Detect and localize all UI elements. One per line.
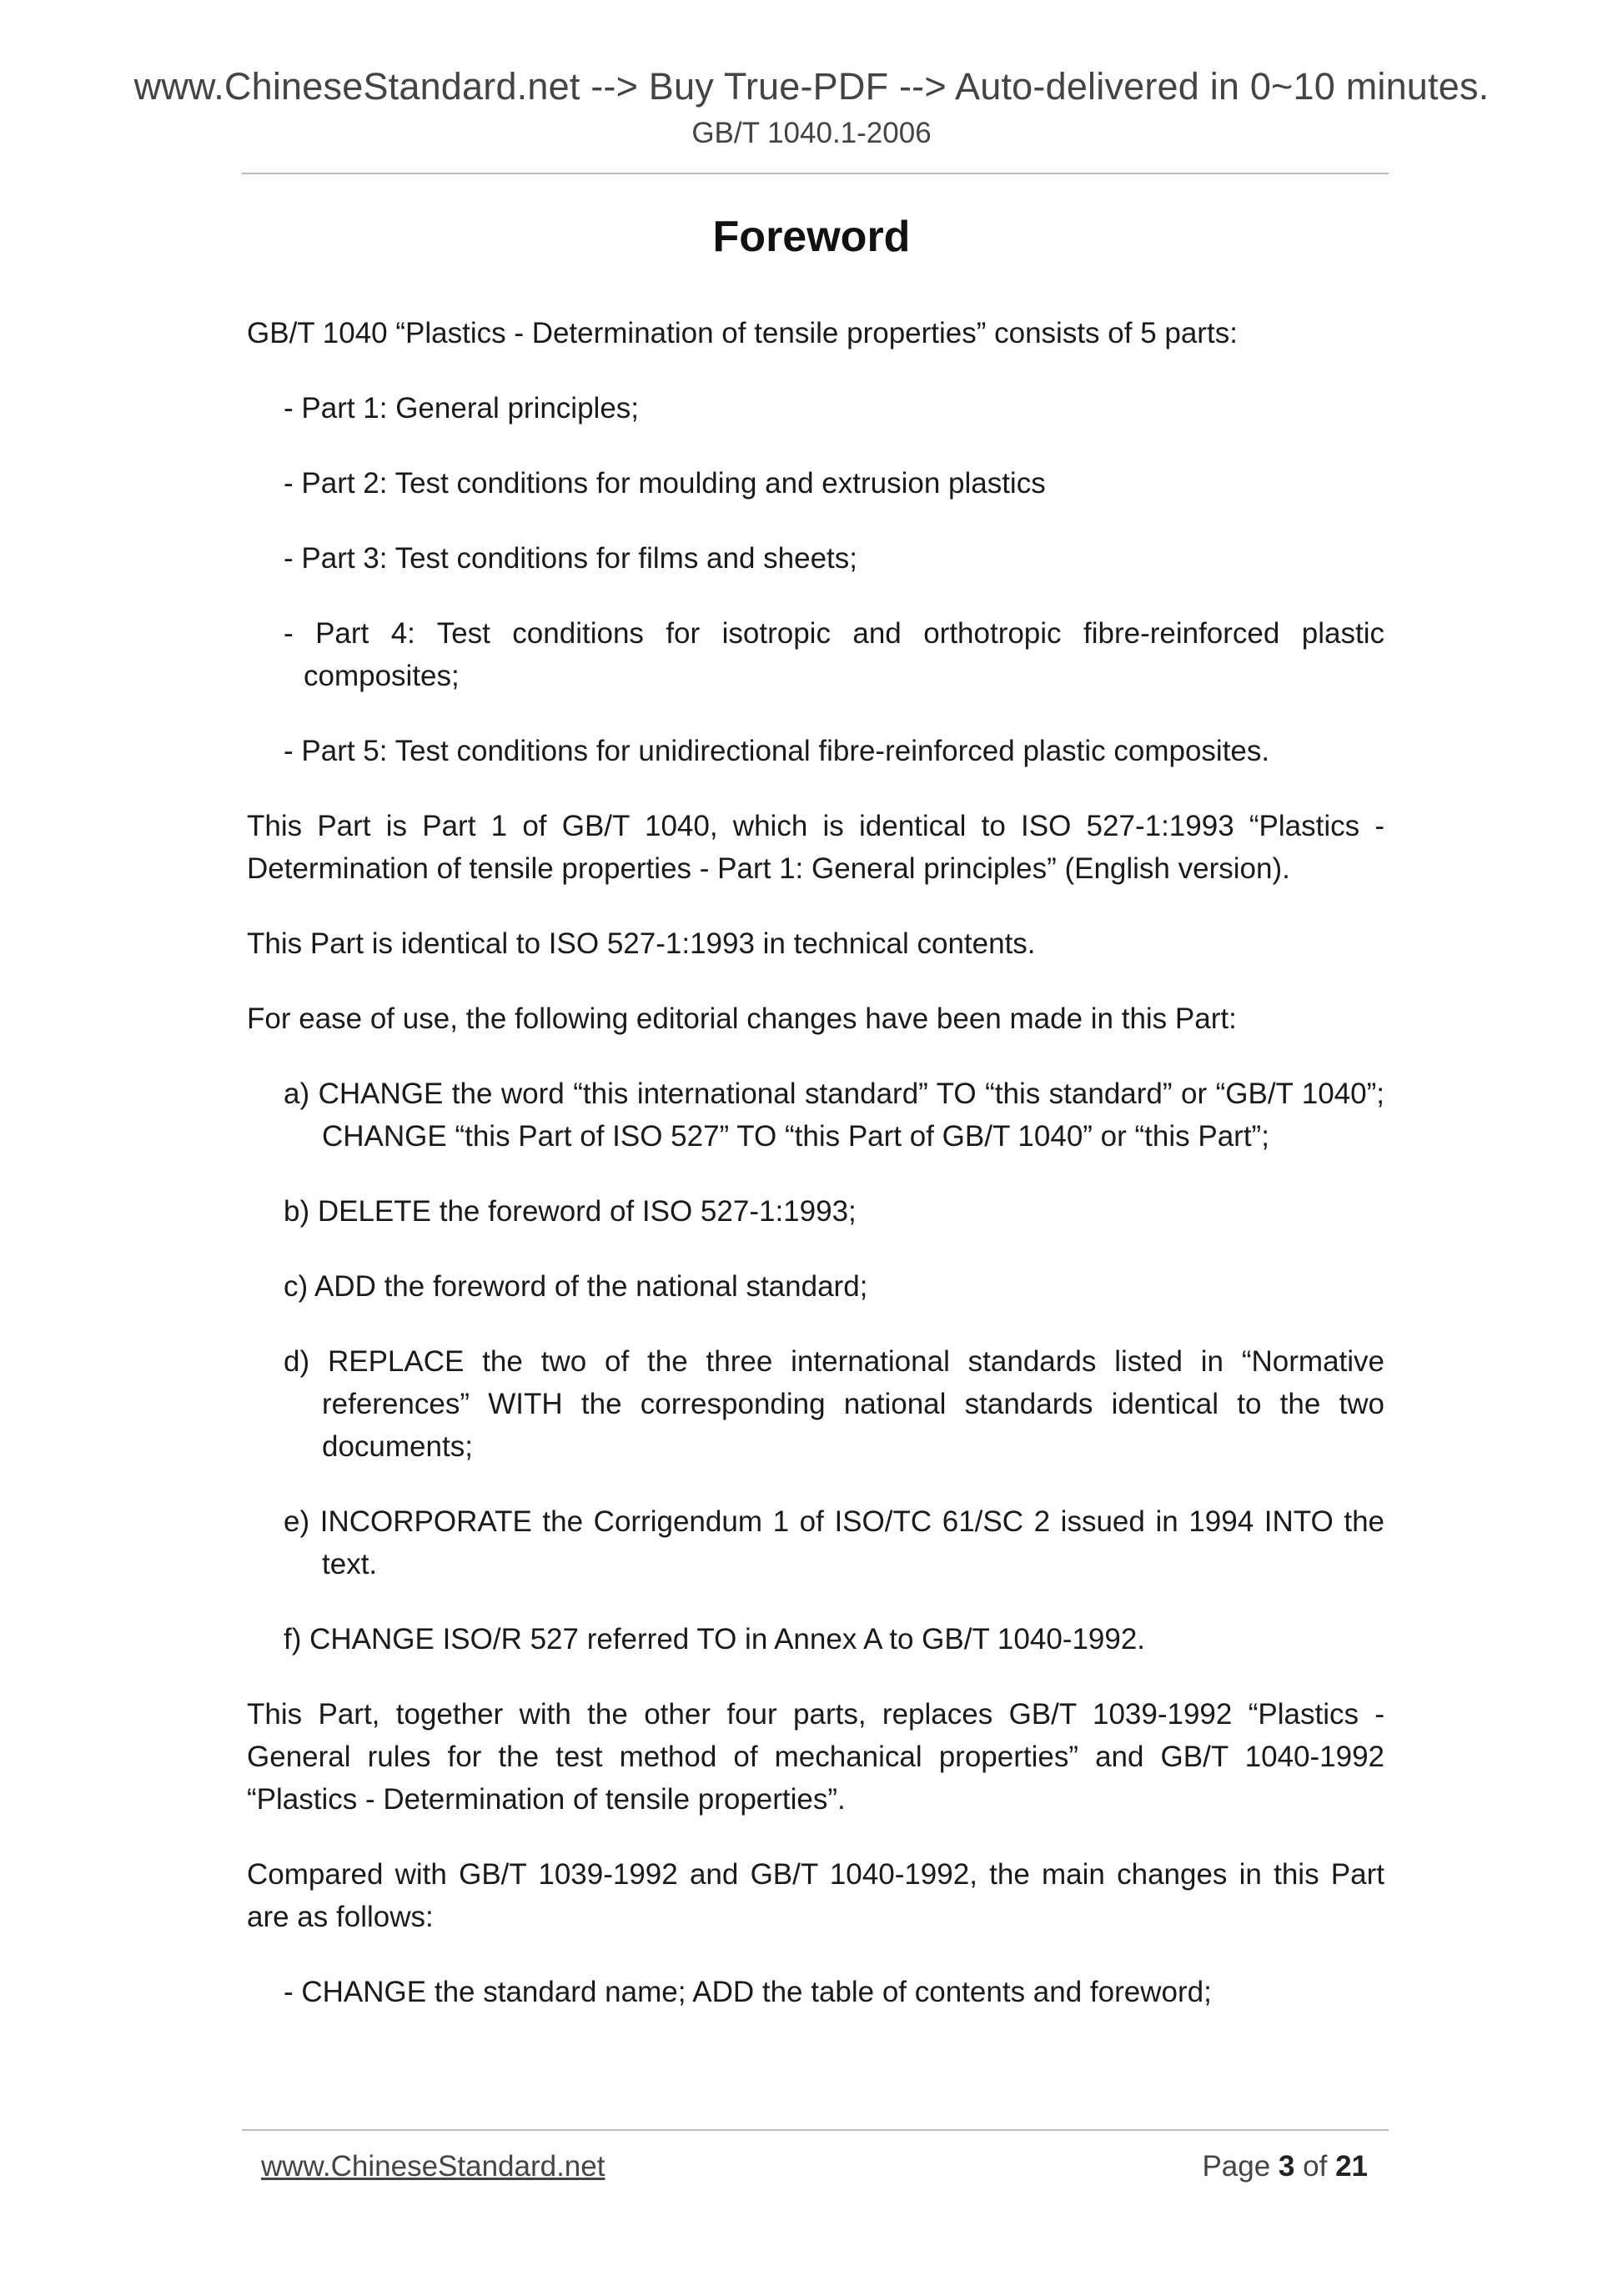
list-item: c) ADD the foreword of the national standard; [284, 1270, 868, 1303]
page-title: Foreword [712, 213, 911, 261]
list-item: - Part 2: Test conditions for moulding and extrusion plastics [284, 467, 1046, 500]
list-item: b) DELETE the foreword of ISO 527-1:1993; [284, 1195, 857, 1228]
page-of: of [1303, 2150, 1328, 2183]
page-prefix: Page [1202, 2150, 1271, 2183]
footer-divider [242, 2129, 1389, 2131]
standard-code: GB/T 1040.1-2006 [691, 117, 932, 149]
intro-paragraph: GB/T 1040 “Plastics - Determination of tensile properties” consists of 5 parts: [247, 317, 1238, 349]
list-item: a) CHANGE the word “this international standard” TO “this standard” or “GB/T 1040”; CHANGE “this Part of ISO 527” TO “this Part of GB/T 1040” or “this Part”; [284, 1078, 1384, 1153]
list-item: - Part 1: General principles; [284, 392, 640, 425]
page-total: 21 [1335, 2150, 1368, 2183]
replaces-paragraph: This Part, together with the other four parts, replaces GB/T 1039-1992 “Plastics - General rules for the test method of mechanical properties” and GB/T 1040-1992 “Plastics - Determination of tensile properties”. [247, 1698, 1384, 1816]
document-body [247, 312, 1384, 2046]
technical-paragraph: This Part is identical to ISO 527-1:1993 in technical contents. [247, 927, 1036, 960]
identical-paragraph: This Part is Part 1 of GB/T 1040, which is identical to ISO 527-1:1993 “Plastics - Determination of tensile properties - Part 1: General principles” (English version). [247, 810, 1384, 885]
list-item: - Part 5: Test conditions for unidirectional fibre-reinforced plastic composites. [284, 735, 1270, 767]
page-number [1202, 2150, 1368, 2183]
list-item: f) CHANGE ISO/R 527 referred TO in Annex A to GB/T 1040-1992. [284, 1623, 1146, 1655]
list-item: e) INCORPORATE the Corrigendum 1 of ISO/TC 61/SC 2 issued in 1994 INTO the text. [284, 1505, 1384, 1580]
header-banner: www.ChineseStandard.net --> Buy True-PDF --> Auto-delivered in 0~10 minutes. [133, 65, 1490, 108]
list-item: - Part 3: Test conditions for films and sheets; [284, 542, 858, 575]
header-divider [242, 173, 1389, 174]
list-item: - Part 4: Test conditions for isotropic and orthotropic fibre-reinforced plastic composites; [284, 617, 1384, 692]
page-current: 3 [1278, 2150, 1295, 2183]
editorial-paragraph: For ease of use, the following editorial changes have been made in this Part: [247, 1002, 1237, 1035]
list-item: d) REPLACE the two of the three international standards listed in “Normative references” WITH the corresponding national standards identical to the two documents; [284, 1345, 1384, 1463]
list-item: - CHANGE the standard name; ADD the table of contents and foreword; [284, 1976, 1212, 2008]
footer-website-link[interactable]: www.ChineseStandard.net [261, 2150, 605, 2183]
compared-paragraph: Compared with GB/T 1039-1992 and GB/T 1040-1992, the main changes in this Part are as follows: [247, 1858, 1384, 1933]
